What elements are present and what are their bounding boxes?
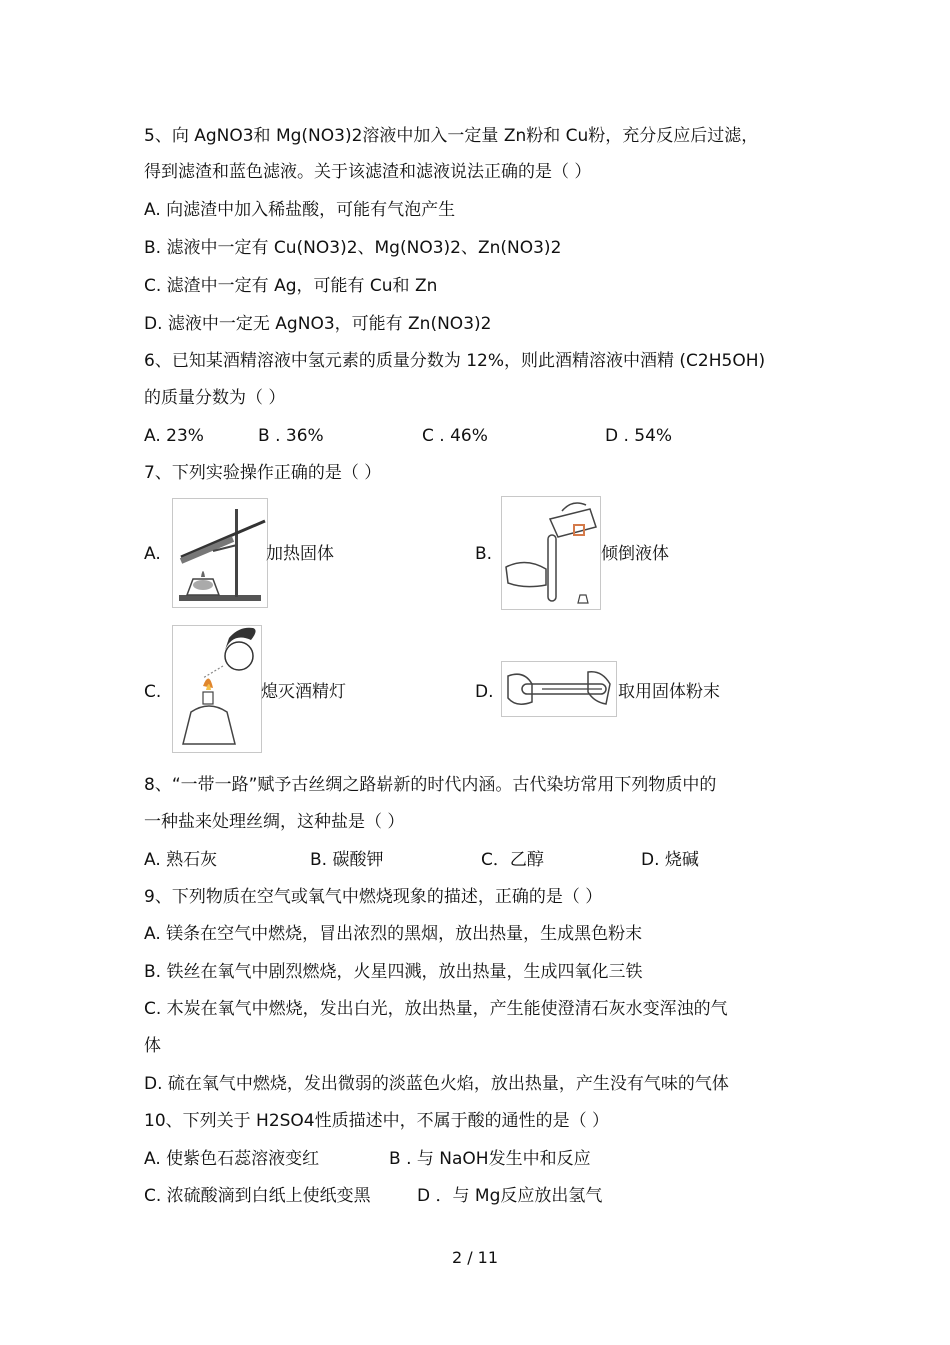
q7-d-letter: D.	[475, 682, 494, 702]
q9-stem: 9、下列物质在空气或氧气中燃烧现象的描述，正确的是（ ）	[144, 887, 603, 907]
q6-stem-line1: 6、已知某酒精溶液中氢元素的质量分数为 12%，则此酒精溶液中酒精 (C2H5OH)	[144, 351, 766, 371]
extinguish-lamp-figure	[172, 625, 262, 753]
q7-d-text: 取用固体粉末	[618, 682, 720, 702]
q9-option-c-line1: C. 木炭在氧气中燃烧，发出白光，放出热量，产生能使澄清石灰水变浑浊的气	[144, 999, 728, 1019]
q6-option-d: D . 54%	[605, 426, 673, 446]
q5-stem-line2: 得到滤渣和蓝色滤液。关于该滤渣和滤液说法正确的是（ ）	[144, 162, 592, 182]
pouring-liquid-figure	[501, 496, 601, 610]
q9-option-a: A. 镁条在空气中燃烧，冒出浓烈的黑烟，放出热量，生成黑色粉末	[144, 924, 643, 944]
q8-option-a: A. 熟石灰	[144, 850, 218, 870]
q7-a-letter: A.	[144, 544, 161, 564]
q8-option-b: B. 碳酸钾	[310, 850, 384, 870]
q7-b-letter: B.	[475, 544, 493, 564]
q6-option-c: C . 46%	[422, 426, 488, 446]
q10-stem: 10、下列关于 H2SO4性质描述中，不属于酸的通性的是（ ）	[144, 1111, 610, 1131]
q8-option-c: C．乙醇	[481, 850, 544, 870]
q7-b-text: 倾倒液体	[601, 544, 669, 564]
q8-option-d: D. 烧碱	[641, 850, 699, 870]
q7-a-text: 加热固体	[266, 544, 334, 564]
q5-option-b: B. 滤液中一定有 Cu(NO3)2、Mg(NO3)2、Zn(NO3)2	[144, 238, 562, 258]
heating-solid-figure	[172, 498, 268, 608]
page-number: 2 / 11	[451, 1248, 499, 1267]
q8-stem-line1: 8、“一带一路”赋予古丝绸之路崭新的时代内涵。古代染坊常用下列物质中的	[144, 775, 717, 795]
q10-option-c: C. 浓硫酸滴到白纸上使纸变黑	[144, 1186, 371, 1206]
q7-c-text: 熄灭酒精灯	[261, 682, 346, 702]
q9-option-d: D. 硫在氧气中燃烧，发出微弱的淡蓝色火焰，放出热量，产生没有气味的气体	[144, 1074, 729, 1094]
q10-option-b: B . 与 NaOH发生中和反应	[389, 1149, 591, 1169]
q5-option-d: D. 滤液中一定无 AgNO3，可能有 Zn(NO3)2	[144, 314, 492, 334]
q7-stem: 7、下列实验操作正确的是（ ）	[144, 463, 382, 483]
q5-stem-line1: 5、向 AgNO3和 Mg(NO3)2溶液中加入一定量 Zn粉和 Cu粉，充分反应后过滤，	[144, 126, 759, 146]
q5-option-c: C. 滤渣中一定有 Ag，可能有 Cu和 Zn	[144, 276, 438, 296]
q10-option-a: A. 使紫色石蕊溶液变红	[144, 1149, 320, 1169]
q6-option-b: B . 36%	[258, 426, 324, 446]
q7-c-letter: C.	[144, 682, 162, 702]
q9-option-c-line2: 体	[144, 1036, 161, 1056]
q9-option-b: B. 铁丝在氧气中剧烈燃烧，火星四溅，放出热量，生成四氧化三铁	[144, 962, 643, 982]
q6-stem-line2: 的质量分数为（ ）	[144, 388, 286, 408]
powder-sampling-figure	[501, 661, 617, 717]
q6-option-a: A. 23%	[144, 426, 204, 446]
q10-option-d: D ．与 Mg反应放出氢气	[417, 1186, 603, 1206]
q5-option-a: A. 向滤渣中加入稀盐酸，可能有气泡产生	[144, 200, 456, 220]
q8-stem-line2: 一种盐来处理丝绸，这种盐是（ ）	[144, 812, 405, 832]
